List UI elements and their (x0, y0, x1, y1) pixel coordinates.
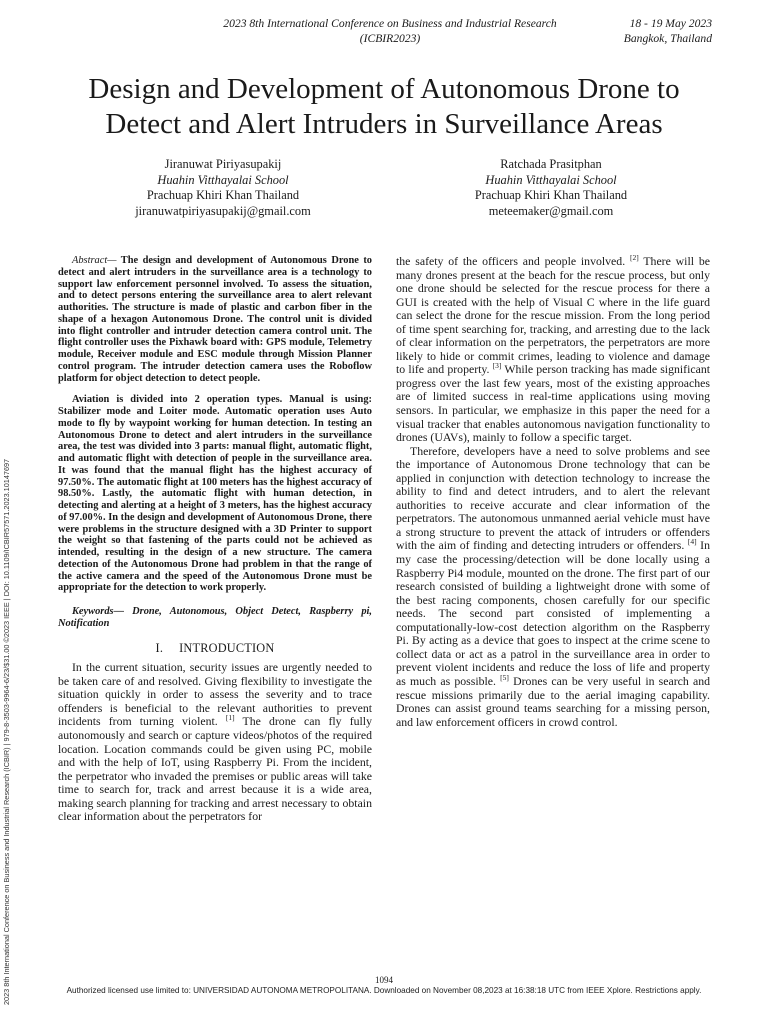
author-institution: Huahin Vitthayalai School (485, 172, 617, 187)
author-email: jiranuwatpiriyasupakij@gmail.com (135, 203, 311, 218)
body-text: Drones can be very useful in search and rescue missions primarily due to the aerial imaging capability. Drones can assist ground teams searching for a missing person, and law enforcement officers in crowd control. (396, 673, 710, 729)
page-number: 1094 (375, 975, 393, 985)
author-location: Prachuap Khiri Khan Thailand (146, 188, 300, 203)
conference-name: 2023 8th International Conference on Business and Industrial Research (223, 17, 557, 30)
body-text: In the current situation, security issues are urgently needed to be taken care of and resolved. Giving flexibility to investigate the situation quickly in order to assess the severity and to trace offenders is beneficial to the relevant authorities to prevent incidents from turning violent. (58, 660, 372, 729)
conference-header (200, 16, 580, 46)
body-text: The drone can fly fully autonomously and search or capture videos/photos of the required location. Location commands could be given using PC, mobile and with the help of IoT, using Raspberry Pi. From the incident, the perpetrator who invaded the premises or public areas will take time to search for, track and arrest because it is a wide area, making search planning for tracking and arrest necessary to obtain clear information about the perpetrators for (58, 714, 372, 824)
author-email: meteemaker@gmail.com (488, 203, 614, 218)
intro-paragraph-1-cont (396, 255, 710, 445)
paper-title (40, 72, 728, 142)
right-column (396, 255, 710, 729)
license-footer: Authorized licensed use limited to: UNIVERSIDAD AUTONOMA METROPOLITANA. Downloaded on November 08,2023 at 16:38:18 UTC from IEEE Xplore. Restrictions apply. (66, 986, 702, 995)
author-name: Jiranuwat Piriyasupakij (164, 157, 282, 171)
author-block-2 (386, 157, 716, 219)
citation-ref: [1] (225, 713, 235, 723)
conference-date: 18 - 19 May 2023 (629, 17, 712, 30)
intro-paragraph-2 (396, 445, 710, 729)
citation-ref: [3] (492, 361, 502, 371)
citation-ref: [2] (629, 253, 639, 263)
conference-acronym: (ICBIR2023) (359, 32, 421, 45)
body-text: There will be many drones present at the beach for the rescue process, but only one drone should be selected for the rescue process for there a GUI is created with the help of Visual C where in the life guard can select the drone for the rescue mission. From the long period of time spent searching for, tracking, and arresting due to the lack of clear information on the perpetrators, the perpetrators are more likely to hide or commit crimes, leading to violence and damage to life and property. (396, 254, 710, 377)
intro-paragraph-1 (58, 661, 372, 824)
abstract-label: Abstract— (72, 255, 117, 266)
section-heading-introduction (58, 640, 372, 655)
title-line-2: Detect and Alert Intruders in Surveillance Areas (105, 108, 663, 140)
conference-date-location (552, 16, 712, 46)
title-line-1: Design and Development of Autonomous Drone to (88, 73, 680, 105)
body-text: While person tracking has made significant progress over the last few years, most of the existing approaches are of limited success in real-time applications using moving sensors. In particular, we emphasize in this paper the need for a visual tracker that enables autonomous navigation functionality to drones (UAVs), mainly to follow a specific target. (396, 362, 711, 445)
left-column (58, 255, 372, 824)
keywords: Keywords— Drone, Autonomous, Object Detect, Raspberry pi, Notification (58, 606, 372, 629)
abstract-paragraph-2: Aviation is divided into 2 operation types. Manual is using: Stabilizer mode and Loiter mode. Automatic operation uses Auto mode to fly by waypoint working for human detection. In testing an Autonomous Drone to detect and alert intruders in the surveillance area, the test was divided into 3 parts: manual flight, automatic flight, and automatic flight with detection of people in the surveillance area. It was found that the manual flight has the highest accuracy of 97.50%. The automatic flight at 100 meters has the highest accuracy of 98.50%. Lastly, the automatic flight with human detection, in detecting and alerting at a height of 3 meters, has the highest accuracy of 97.00%. In the design and development of Autonomous Drone, there were problems in the structure designed with a 3D Printer to support the weight so that fastening of the parts could not be achieved as intended, resulting in the design of a new structure. The camera detection of the Autonomous Drone had problem in that the range of the active camera and the speed of the Autonomous Drone must be appropriate for the detection to work properly. (58, 394, 372, 594)
section-title: INTRODUCTION (179, 640, 275, 655)
author-institution: Huahin Vitthayalai School (157, 172, 289, 187)
section-number: I. (155, 640, 164, 655)
citation-ref: [5] (500, 673, 509, 683)
conference-location: Bangkok, Thailand (623, 32, 712, 45)
body-text: Therefore, developers have a need to solve problems and see the importance of Autonomous Drone technology that can be applied in conjunction with detection technology to increase the ability to find and detect intruders, and to alert the relevant authorities to receive accurate and clear information of the perpetrators. The autonomous unmanned aerial vehicle must have a strong structure to prevent the attack of intruders or offenders with the aim of finding and detecting intruders or offenders. (396, 443, 710, 553)
author-block-1 (58, 157, 388, 219)
body-text: the safety of the officers and people involved. (396, 254, 630, 268)
citation-ref: [4] (687, 537, 697, 547)
body-text: In my case the processing/detection will be done locally using a Raspberry Pi4 module, mounted on the drone. The first part of our research consisted of building a lightweight drone with some of the best racing components, chosen carefully for our specific needs. The second part consisted of implementing a computationally-low-cost detection algorithm on the Raspberry Pi. By acting as a device that goes to inspect at the crime scene to collect data or act as a patrol in the surveillance area in order to prevent violent incidents and reduce the loss of life and property as much as possible. (396, 538, 711, 688)
abstract-text-1: The design and development of Autonomous Drone to detect and alert intruders in the surveillance area is a technology to support law enforcement personnel involved. To assess the situation, and to detect persons entering the surveillance area to alert relevant authorities. The structure is made of plastic and carbon fiber in the shape of a hexagon Autonomous Drone. The control unit is divided into flight controller and intruder detection camera control unit. The flight controller uses the Pixhawk board with: GPS module, Telemetry module, Receiver module and ESC module through Mission Planner control program. The intruder detection camera uses the Roboflow platform for object detection to detect people. (58, 255, 372, 384)
abstract-paragraph-1 (58, 255, 372, 384)
side-doi-note: 2023 8th International Conference on Business and Industrial Research (ICBIR) | 979-8-3503-9964-6/23/$31.00 ©2023 IEEE | DOI: 10.1109/ICBIR57571.2023.10147697 (2, 458, 11, 1005)
author-name: Ratchada Prasitphan (500, 157, 602, 171)
author-location: Prachuap Khiri Khan Thailand (474, 188, 628, 203)
